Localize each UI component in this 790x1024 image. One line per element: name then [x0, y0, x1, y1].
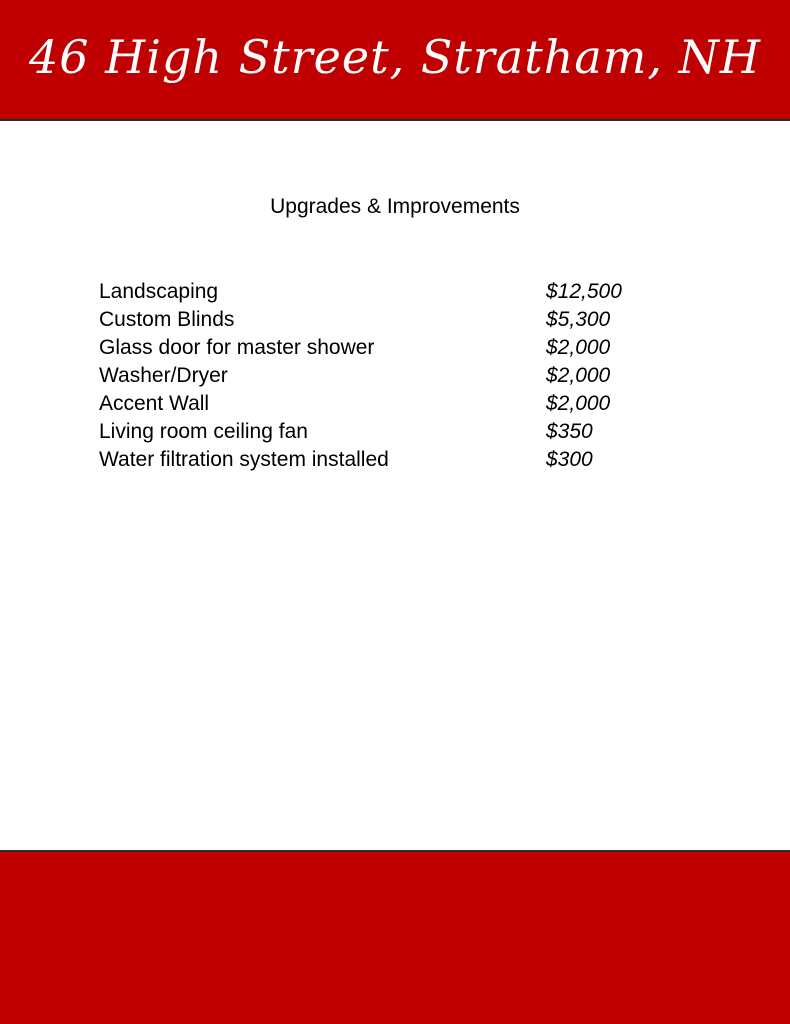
list-item: [99, 306, 659, 334]
list-item: [99, 362, 659, 390]
upgrades-list: [99, 278, 659, 474]
section-heading: Upgrades & Improvements: [270, 195, 520, 218]
item-cost: $350: [546, 420, 593, 443]
list-item: [99, 418, 659, 446]
item-name: Custom Blinds: [99, 308, 235, 331]
item-name: Accent Wall: [99, 392, 210, 415]
item-cost: $12,500: [546, 280, 622, 303]
list-item: [99, 334, 659, 362]
item-name: Living room ceiling fan: [99, 420, 308, 443]
item-name: Washer/Dryer: [99, 364, 228, 387]
list-item: [99, 446, 659, 474]
item-name: Glass door for master shower: [99, 336, 375, 359]
item-cost: $5,300: [546, 308, 611, 331]
list-item: [99, 390, 659, 418]
item-cost: $2,000: [546, 336, 611, 359]
item-name: Water filtration system installed: [99, 448, 389, 471]
item-cost: $2,000: [546, 392, 611, 415]
list-item: [99, 278, 659, 306]
property-address-title: 46 High Street, Stratham, NH: [28, 30, 761, 84]
item-cost: $2,000: [546, 364, 611, 387]
footer-banner: [0, 850, 790, 1024]
header-banner: [0, 0, 790, 121]
item-cost: $300: [546, 448, 593, 471]
item-name: Landscaping: [99, 280, 219, 303]
